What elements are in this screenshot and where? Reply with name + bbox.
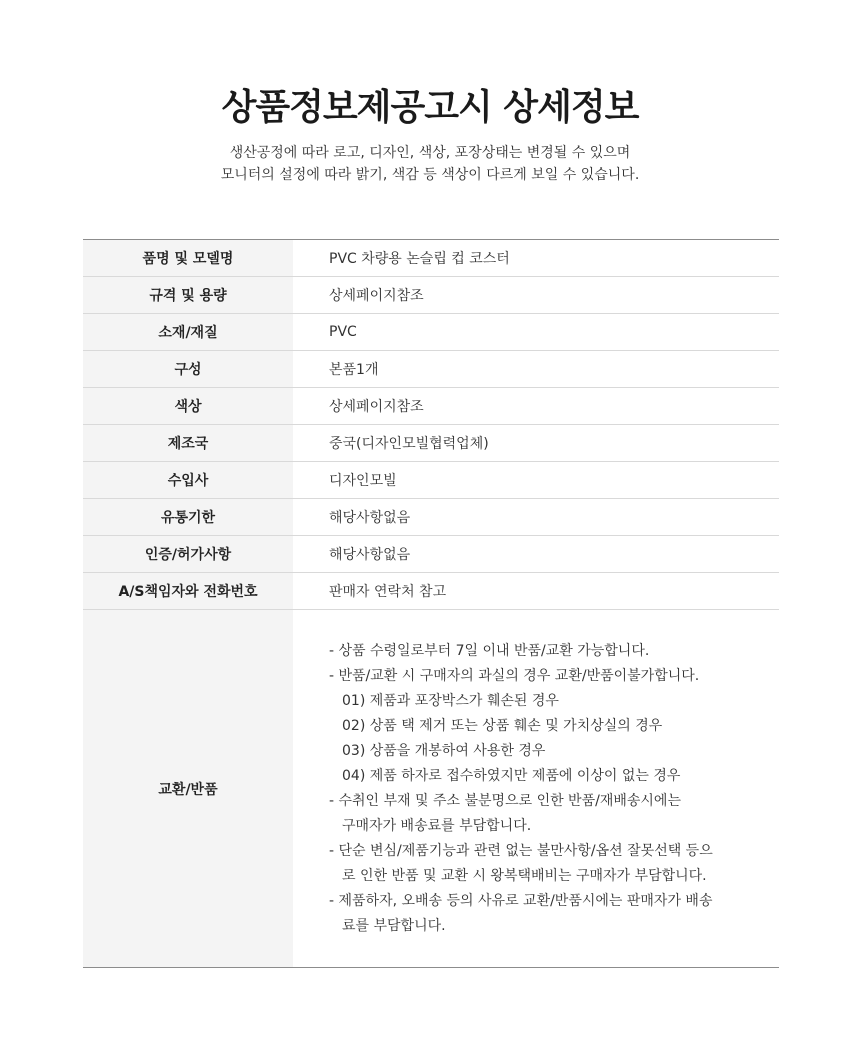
row-label: 수입사 bbox=[83, 462, 293, 499]
row-value: 상세페이지참조 bbox=[293, 388, 779, 425]
table-row-importer bbox=[83, 462, 779, 499]
row-label: 품명 및 모델명 bbox=[83, 240, 293, 277]
row-value: 디자인모빌 bbox=[293, 462, 779, 499]
policy-line: - 제품하자, 오배송 등의 사유로 교환/반품시에는 판매자가 배송 bbox=[329, 892, 713, 909]
notice-line-2: 모니터의 설정에 따라 밝기, 색감 등 색상이 다르게 보일 수 있습니다. bbox=[220, 167, 640, 183]
row-label: 교환/반품 bbox=[83, 610, 293, 968]
row-value: 판매자 연락처 참고 bbox=[293, 573, 779, 610]
policy-line: 01) 제품과 포장박스가 훼손된 경우 bbox=[342, 692, 559, 709]
policy-line: - 단순 변심/제품기능과 관련 없는 불만사항/옵션 잘못선택 등으 bbox=[329, 842, 713, 859]
table-row-certification bbox=[83, 536, 779, 573]
table-row-origin bbox=[83, 425, 779, 462]
policy-line: - 상품 수령일로부터 7일 이내 반품/교환 가능합니다. bbox=[329, 642, 650, 659]
row-label: 색상 bbox=[83, 388, 293, 425]
policy-line: - 반품/교환 시 구매자의 과실의 경우 교환/반품이불가합니다. bbox=[329, 667, 700, 684]
product-info-table bbox=[83, 239, 779, 968]
table-row-composition bbox=[83, 351, 779, 388]
row-value: 상세페이지참조 bbox=[293, 277, 779, 314]
exchange-policy-list bbox=[329, 639, 779, 939]
row-label: 규격 및 용량 bbox=[83, 277, 293, 314]
row-value: 해당사항없음 bbox=[293, 499, 779, 536]
row-label: 제조국 bbox=[83, 425, 293, 462]
policy-line: 료를 부담합니다. bbox=[342, 917, 446, 934]
page-title: 상품정보제공고시 상세정보 bbox=[221, 87, 639, 128]
row-value: 해당사항없음 bbox=[293, 536, 779, 573]
row-value: PVC 차량용 논슬립 컵 코스터 bbox=[293, 240, 779, 277]
row-label: 구성 bbox=[83, 351, 293, 388]
notice-text bbox=[0, 142, 860, 186]
table-row-exchange-return bbox=[83, 610, 779, 968]
row-value: PVC bbox=[293, 314, 779, 351]
table-row-material bbox=[83, 314, 779, 351]
policy-line: 03) 상품을 개봉하여 사용한 경우 bbox=[342, 742, 546, 759]
row-label: 소재/재질 bbox=[83, 314, 293, 351]
table-row-as-contact bbox=[83, 573, 779, 610]
policy-line: 02) 상품 택 제거 또는 상품 훼손 및 가치상실의 경우 bbox=[342, 717, 663, 734]
table-row-expiry bbox=[83, 499, 779, 536]
policy-line: 로 인한 반품 및 교환 시 왕복택배비는 구매자가 부담합니다. bbox=[342, 867, 707, 884]
row-value: 중국(디자인모빌협력업체) bbox=[293, 425, 779, 462]
policy-line: - 수취인 부재 및 주소 불분명으로 인한 반품/재배송시에는 bbox=[329, 792, 681, 809]
table-row-size bbox=[83, 277, 779, 314]
table-row-color bbox=[83, 388, 779, 425]
policy-line: 04) 제품 하자로 접수하였지만 제품에 이상이 없는 경우 bbox=[342, 767, 681, 784]
row-value: 본품1개 bbox=[293, 351, 779, 388]
row-value bbox=[293, 610, 779, 968]
row-label: A/S책임자와 전화번호 bbox=[83, 573, 293, 610]
row-label: 인증/허가사항 bbox=[83, 536, 293, 573]
row-label: 유통기한 bbox=[83, 499, 293, 536]
policy-line: 구매자가 배송료를 부담합니다. bbox=[342, 817, 532, 834]
table-row-product-name bbox=[83, 240, 779, 277]
notice-line-1: 생산공정에 따라 로고, 디자인, 색상, 포장상태는 변경될 수 있으며 bbox=[229, 145, 631, 161]
